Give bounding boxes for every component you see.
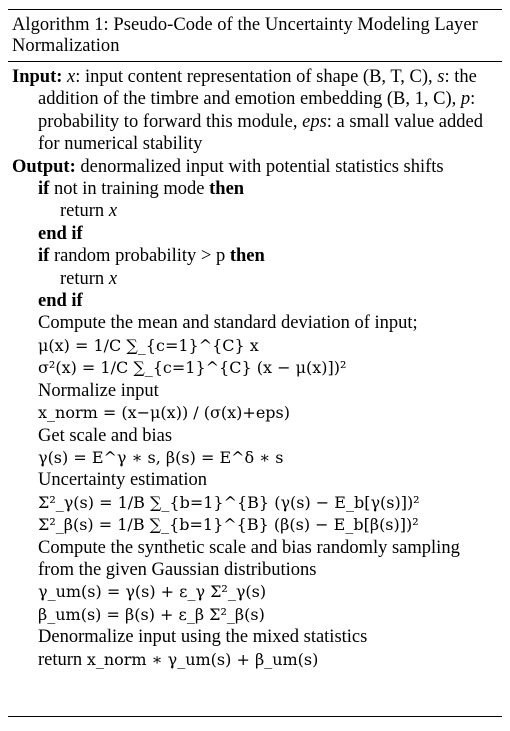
- then-keyword: then: [209, 179, 245, 200]
- if-keyword: if: [38, 179, 50, 200]
- normalize-line: Normalize input: [38, 380, 159, 401]
- final-return-line: [8, 649, 502, 671]
- gamma-variance-equation: Σ²_γ(s) = 1/B ∑_{b=1}^{B} (γ(s) − E_b[γ(s)])²: [38, 492, 420, 512]
- input-line: [8, 66, 502, 156]
- if-condition: random probability > p: [53, 246, 226, 267]
- algorithm-body: [8, 62, 502, 671]
- input-label: Input:: [12, 67, 63, 87]
- gamma-um-equation: γ_um(s) = γ(s) + ε_γ Σ²_γ(s): [38, 582, 267, 602]
- mean-equation: μ(x) = 1/C ∑_{c=1}^{C} x: [38, 335, 259, 355]
- bottom-rule: [8, 716, 502, 717]
- end-if-line: [8, 290, 502, 312]
- return-x-line: [8, 268, 502, 290]
- compute-mean-line: Compute the mean and standard deviation of input;: [38, 313, 418, 334]
- if-training-line: [8, 178, 502, 200]
- xnorm-equation: x_norm = (x−μ(x)) / (σ(x)+eps): [38, 403, 290, 423]
- gamma-beta-equation: γ(s) = E^γ ∗ s, β(s) = E^δ ∗ s: [38, 447, 284, 467]
- get-scale-line: Get scale and bias: [38, 425, 173, 446]
- output-line: [8, 156, 502, 178]
- if-condition: not in training mode: [53, 179, 205, 200]
- return-keyword: return: [60, 201, 105, 222]
- return-x-line: [8, 200, 502, 222]
- end-if-keyword: end if: [38, 223, 83, 244]
- if-random-line: [8, 245, 502, 267]
- denormalize-line: Denormalize input using the mixed statistics: [38, 627, 368, 648]
- return-keyword: return: [60, 268, 105, 289]
- synthetic-line-1: Compute the synthetic scale and bias randomly sampling: [38, 537, 460, 558]
- return-value: x: [108, 268, 118, 289]
- end-if-line: [8, 223, 502, 245]
- return-keyword: return: [38, 649, 83, 670]
- synthetic-line-2: from the given Gaussian distributions: [38, 559, 317, 580]
- return-expression: x_norm ∗ γ_um(s) + β_um(s): [86, 649, 319, 669]
- output-label: Output:: [12, 156, 76, 177]
- uncertainty-line: Uncertainty estimation: [38, 470, 208, 491]
- variance-equation: σ²(x) = 1/C ∑_{c=1}^{C} (x − μ(x)])²: [38, 358, 347, 378]
- algorithm-caption: Algorithm 1: Pseudo-Code of the Uncertainty Modeling Layer Normalization: [12, 15, 478, 56]
- input-text: x: input content representation of shape (B, T, C), s: the addition of the timbre and emotion embedding (B, 1, C), p: probability to forward this module, eps: a small value added for numerical stability: [38, 67, 483, 155]
- output-text: denormalized input with potential statistics shifts: [80, 156, 444, 177]
- end-if-keyword: end if: [38, 291, 83, 312]
- return-value: x: [108, 201, 118, 222]
- algorithm-box: [8, 9, 502, 671]
- beta-um-equation: β_um(s) = β(s) + ε_β Σ²_β(s): [38, 604, 265, 624]
- beta-variance-equation: Σ²_β(s) = 1/B ∑_{b=1}^{B} (β(s) − E_b[β(s)])²: [38, 515, 419, 535]
- if-keyword: if: [38, 246, 50, 267]
- then-keyword: then: [229, 246, 265, 267]
